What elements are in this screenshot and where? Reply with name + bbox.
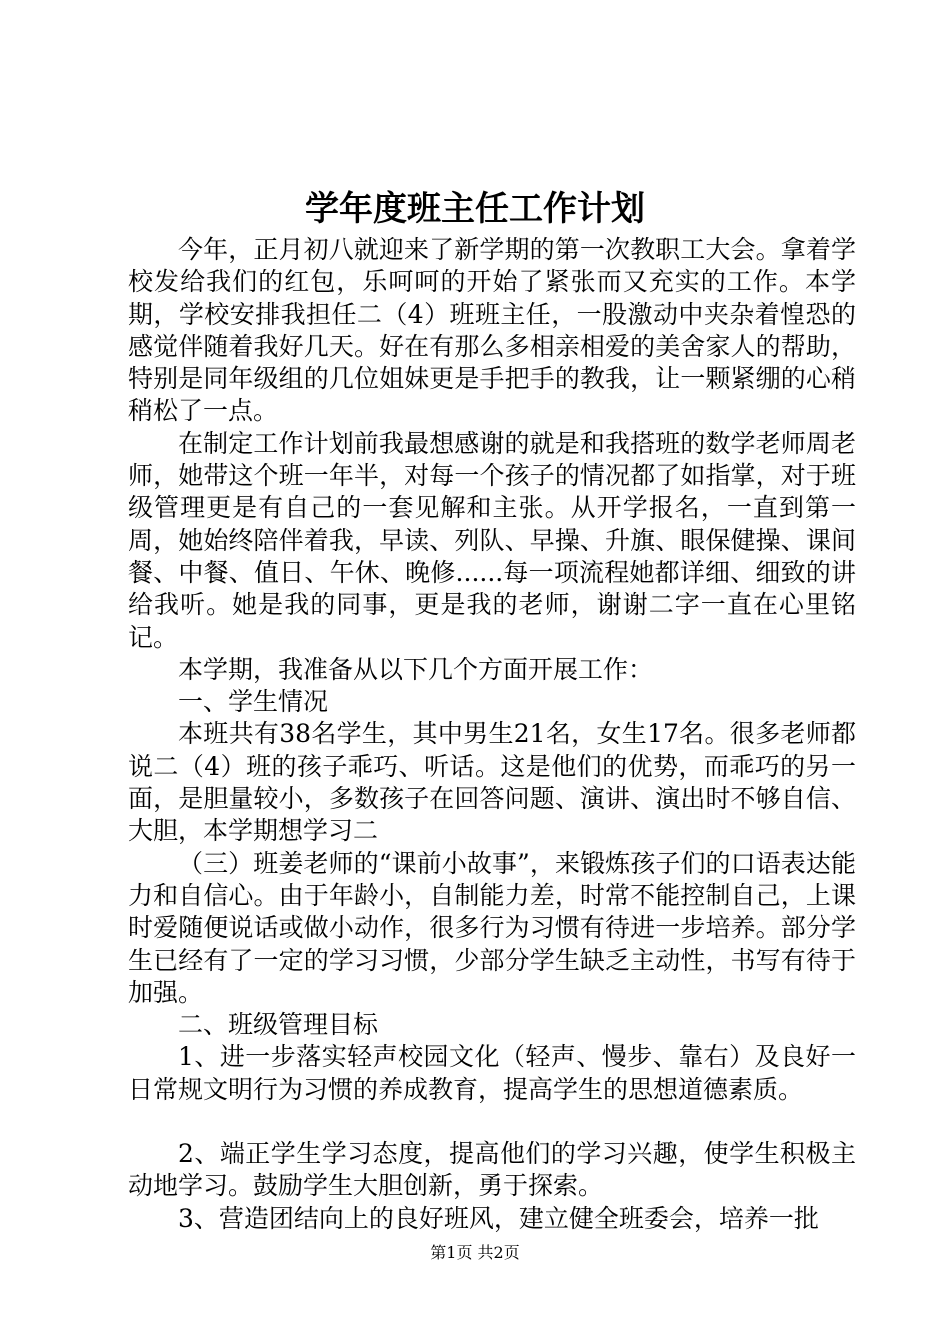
paragraph-intro: 今年，正月初八就迎来了新学期的第一次教职工大会。拿着学校发给我们的红包，乐呵呵的开始了紧张而又充实的工作。本学期，学校安排我担任二（4）班班主任，一股激动中夹杂着惶恐的感觉伴随着我好几天。好在有那么多相亲相爱的美舍家人的帮助，特别是同年级组的几位姐妹更是手把手的教我，让一颗紧绷的心稍稍松了一点。 xyxy=(128,235,856,426)
section-heading-management-goals: 二、班级管理目标 xyxy=(178,1010,379,1040)
section-heading-student-situation: 一、学生情况 xyxy=(178,687,329,717)
page-footer: 第1页 共2页 xyxy=(430,1243,520,1262)
paragraph-goal-2: 2、端正学生学习态度，提高他们的学习兴趣，使学生积极主动地学习。鼓励学生大胆创新，勇于探索。 xyxy=(128,1139,856,1201)
paragraph-thanks: 在制定工作计划前我最想感谢的就是和我搭班的数学老师周老师，她带这个班一年半，对每一个孩子的情况都了如指掌，对于班级管理更是有自己的一套见解和主张。从开学报名，一直到第一周，她始终陪伴着我，早读、列队、早操、升旗、眼保健操、课间餐、中餐、值日、午休、晚修......每一项流程她都详细、细致的讲给我听。她是我的同事，更是我的老师，谢谢二字一直在心里铭记。 xyxy=(128,428,856,652)
document-body xyxy=(128,234,856,1235)
paragraph-goal-3: 3、营造团结向上的良好班风，建立健全班委会，培养一批 xyxy=(178,1203,819,1233)
document-title: 学年度班主任工作计划 xyxy=(305,189,645,229)
paragraph-plan-intro: 本学期，我准备从以下几个方面开展工作： xyxy=(178,654,654,684)
paragraph-student-situation: 本班共有38名学生，其中男生21名，女生17名。很多老师都说二（4）班的孩子乖巧、听话。这是他们的优势，而乖巧的另一面，是胆量较小，多数孩子在回答问题、演讲、演出时不够自信、大胆，本学期想学习二 xyxy=(128,719,856,846)
paragraph-goal-1: 1、进一步落实轻声校园文化（轻声、慢步、靠右）及良好一日常规文明行为习惯的养成教育，提高学生的思想道德素质。 xyxy=(128,1042,856,1104)
paragraph-student-situation-continued: （三）班姜老师的“课前小故事”，来锻炼孩子们的口语表达能力和自信心。由于年龄小，自制能力差，时常不能控制自己，上课时爱随便说话或做小动作，很多行为习惯有待进一步培养。部分学生已经有了一定的学习习惯，少部分学生缺乏主动性，书写有待于加强。 xyxy=(128,848,856,1007)
